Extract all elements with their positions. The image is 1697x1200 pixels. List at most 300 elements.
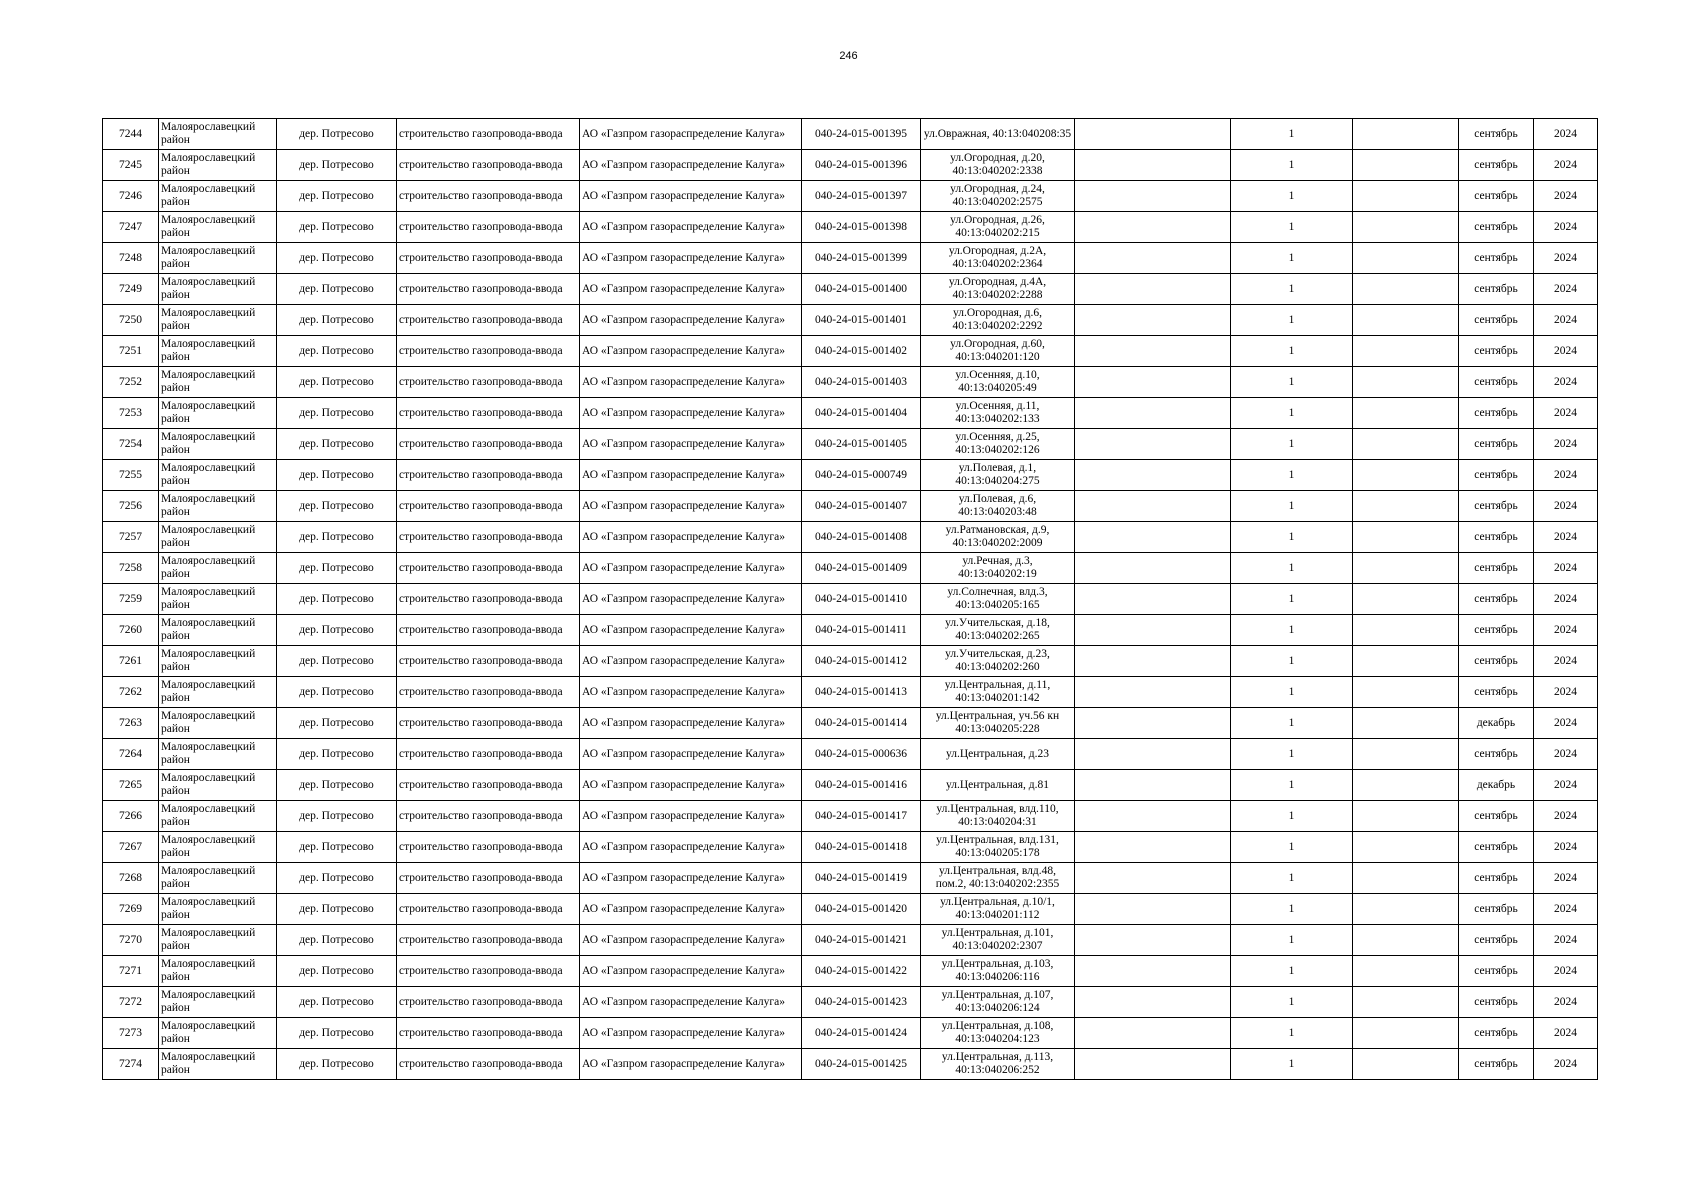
object-code-cell: 040-24-015-001405 — [802, 429, 921, 460]
work-type-cell — [397, 522, 580, 553]
locality-cell: дер. Потресово — [277, 1018, 397, 1049]
empty-cell-a — [1075, 119, 1231, 150]
month-cell: сентябрь — [1459, 646, 1534, 677]
quantity-cell: 1 — [1231, 491, 1353, 522]
district-cell: Малоярославецкий район — [159, 553, 277, 584]
district-cell: Малоярославецкий район — [159, 801, 277, 832]
work-type-cell-text: строительство газопровода-ввода — [399, 189, 563, 202]
district-cell: Малоярославецкий район — [159, 429, 277, 460]
table-row — [103, 522, 1598, 553]
district-cell: Малоярославецкий район — [159, 770, 277, 801]
address-cell: ул.Огородная, д.24, 40:13:040202:2575 — [921, 181, 1075, 212]
row-number-cell: 7259 — [103, 584, 159, 615]
address-cell: ул.Огородная, д.6, 40:13:040202:2292 — [921, 305, 1075, 336]
row-number-cell: 7251 — [103, 336, 159, 367]
row-number-cell: 7256 — [103, 491, 159, 522]
year-cell: 2024 — [1534, 1049, 1598, 1080]
table-row — [103, 305, 1598, 336]
year-cell: 2024 — [1534, 336, 1598, 367]
work-type-cell — [397, 553, 580, 584]
quantity-cell: 1 — [1231, 646, 1353, 677]
empty-cell-b — [1353, 367, 1459, 398]
row-number-cell: 7253 — [103, 398, 159, 429]
organization-cell-text: АО «Газпром газораспределение Калуга» — [582, 499, 785, 512]
quantity-cell: 1 — [1231, 894, 1353, 925]
table-row — [103, 367, 1598, 398]
organization-cell-text: АО «Газпром газораспределение Калуга» — [582, 375, 785, 388]
year-cell: 2024 — [1534, 119, 1598, 150]
object-code-cell: 040-24-015-001409 — [802, 553, 921, 584]
month-cell: декабрь — [1459, 708, 1534, 739]
organization-cell — [580, 894, 802, 925]
empty-cell-a — [1075, 212, 1231, 243]
work-type-cell — [397, 119, 580, 150]
work-type-cell — [397, 987, 580, 1018]
locality-cell: дер. Потресово — [277, 677, 397, 708]
table-row — [103, 1049, 1598, 1080]
registry-table — [102, 118, 1598, 1080]
table-row — [103, 956, 1598, 987]
organization-cell — [580, 1049, 802, 1080]
quantity-cell: 1 — [1231, 336, 1353, 367]
row-number-cell: 7265 — [103, 770, 159, 801]
address-cell: ул.Овражная, 40:13:040208:35 — [921, 119, 1075, 150]
address-cell: ул.Огородная, д.4А, 40:13:040202:2288 — [921, 274, 1075, 305]
locality-cell: дер. Потресово — [277, 1049, 397, 1080]
work-type-cell-text: строительство газопровода-ввода — [399, 778, 563, 791]
row-number-cell: 7260 — [103, 615, 159, 646]
organization-cell-text: АО «Газпром газораспределение Калуга» — [582, 406, 785, 419]
empty-cell-b — [1353, 119, 1459, 150]
address-cell: ул.Центральная, д.11, 40:13:040201:142 — [921, 677, 1075, 708]
empty-cell-a — [1075, 894, 1231, 925]
empty-cell-b — [1353, 894, 1459, 925]
year-cell: 2024 — [1534, 429, 1598, 460]
object-code-cell: 040-24-015-001412 — [802, 646, 921, 677]
district-cell: Малоярославецкий район — [159, 398, 277, 429]
month-cell: сентябрь — [1459, 243, 1534, 274]
address-cell: ул.Осенняя, д.25, 40:13:040202:126 — [921, 429, 1075, 460]
empty-cell-a — [1075, 274, 1231, 305]
year-cell: 2024 — [1534, 770, 1598, 801]
address-cell: ул.Центральная, д.81 — [921, 770, 1075, 801]
row-number-cell: 7271 — [103, 956, 159, 987]
row-number-cell: 7244 — [103, 119, 159, 150]
object-code-cell: 040-24-015-001421 — [802, 925, 921, 956]
empty-cell-a — [1075, 522, 1231, 553]
empty-cell-b — [1353, 305, 1459, 336]
work-type-cell — [397, 956, 580, 987]
organization-cell-text: АО «Газпром газораспределение Калуга» — [582, 1057, 785, 1070]
object-code-cell: 040-24-015-001410 — [802, 584, 921, 615]
work-type-cell — [397, 677, 580, 708]
work-type-cell-text: строительство газопровода-ввода — [399, 561, 563, 574]
work-type-cell — [397, 708, 580, 739]
empty-cell-a — [1075, 305, 1231, 336]
table-row — [103, 491, 1598, 522]
object-code-cell: 040-24-015-001413 — [802, 677, 921, 708]
organization-cell-text: АО «Газпром газораспределение Калуга» — [582, 747, 785, 760]
object-code-cell: 040-24-015-001419 — [802, 863, 921, 894]
object-code-cell: 040-24-015-001425 — [802, 1049, 921, 1080]
table-row — [103, 584, 1598, 615]
locality-cell: дер. Потресово — [277, 739, 397, 770]
month-cell: сентябрь — [1459, 863, 1534, 894]
month-cell: сентябрь — [1459, 832, 1534, 863]
object-code-cell: 040-24-015-001402 — [802, 336, 921, 367]
work-type-cell-text: строительство газопровода-ввода — [399, 716, 563, 729]
organization-cell-text: АО «Газпром газораспределение Калуга» — [582, 995, 785, 1008]
quantity-cell: 1 — [1231, 677, 1353, 708]
table-row — [103, 336, 1598, 367]
district-cell: Малоярославецкий район — [159, 708, 277, 739]
empty-cell-b — [1353, 522, 1459, 553]
quantity-cell: 1 — [1231, 181, 1353, 212]
year-cell: 2024 — [1534, 460, 1598, 491]
empty-cell-a — [1075, 987, 1231, 1018]
locality-cell: дер. Потресово — [277, 522, 397, 553]
locality-cell: дер. Потресово — [277, 956, 397, 987]
object-code-cell: 040-24-015-001404 — [802, 398, 921, 429]
month-cell: сентябрь — [1459, 119, 1534, 150]
address-cell: ул.Центральная, д.10/1, 40:13:040201:112 — [921, 894, 1075, 925]
district-cell: Малоярославецкий район — [159, 584, 277, 615]
organization-cell-text: АО «Газпром газораспределение Калуга» — [582, 158, 785, 171]
organization-cell — [580, 460, 802, 491]
work-type-cell-text: строительство газопровода-ввода — [399, 375, 563, 388]
organization-cell — [580, 739, 802, 770]
empty-cell-b — [1353, 646, 1459, 677]
organization-cell-text: АО «Газпром газораспределение Калуга» — [582, 127, 785, 140]
table-row — [103, 429, 1598, 460]
work-type-cell — [397, 243, 580, 274]
organization-cell — [580, 677, 802, 708]
work-type-cell-text: строительство газопровода-ввода — [399, 437, 563, 450]
month-cell: сентябрь — [1459, 398, 1534, 429]
month-cell: сентябрь — [1459, 150, 1534, 181]
year-cell: 2024 — [1534, 181, 1598, 212]
month-cell: сентябрь — [1459, 1049, 1534, 1080]
row-number-cell: 7258 — [103, 553, 159, 584]
year-cell: 2024 — [1534, 615, 1598, 646]
organization-cell — [580, 801, 802, 832]
table-row — [103, 677, 1598, 708]
work-type-cell-text: строительство газопровода-ввода — [399, 468, 563, 481]
district-cell: Малоярославецкий район — [159, 150, 277, 181]
district-cell: Малоярославецкий район — [159, 677, 277, 708]
organization-cell-text: АО «Газпром газораспределение Калуга» — [582, 716, 785, 729]
month-cell: декабрь — [1459, 770, 1534, 801]
empty-cell-b — [1353, 677, 1459, 708]
organization-cell-text: АО «Газпром газораспределение Калуга» — [582, 1026, 785, 1039]
locality-cell: дер. Потресово — [277, 429, 397, 460]
month-cell: сентябрь — [1459, 739, 1534, 770]
quantity-cell: 1 — [1231, 119, 1353, 150]
table-row — [103, 243, 1598, 274]
quantity-cell: 1 — [1231, 925, 1353, 956]
month-cell: сентябрь — [1459, 274, 1534, 305]
empty-cell-b — [1353, 584, 1459, 615]
quantity-cell: 1 — [1231, 801, 1353, 832]
work-type-cell — [397, 584, 580, 615]
year-cell: 2024 — [1534, 584, 1598, 615]
work-type-cell-text: строительство газопровода-ввода — [399, 747, 563, 760]
table-row — [103, 863, 1598, 894]
district-cell: Малоярославецкий район — [159, 522, 277, 553]
empty-cell-a — [1075, 677, 1231, 708]
row-number-cell: 7266 — [103, 801, 159, 832]
object-code-cell: 040-24-015-001416 — [802, 770, 921, 801]
object-code-cell: 040-24-015-000636 — [802, 739, 921, 770]
locality-cell: дер. Потресово — [277, 987, 397, 1018]
work-type-cell-text: строительство газопровода-ввода — [399, 251, 563, 264]
work-type-cell — [397, 770, 580, 801]
table-row — [103, 460, 1598, 491]
address-cell: ул.Ратмановская, д.9, 40:13:040202:2009 — [921, 522, 1075, 553]
locality-cell: дер. Потресово — [277, 305, 397, 336]
row-number-cell: 7254 — [103, 429, 159, 460]
object-code-cell: 040-24-015-001422 — [802, 956, 921, 987]
locality-cell: дер. Потресово — [277, 894, 397, 925]
address-cell: ул.Центральная, влд.110, 40:13:040204:31 — [921, 801, 1075, 832]
year-cell: 2024 — [1534, 677, 1598, 708]
district-cell: Малоярославецкий район — [159, 212, 277, 243]
row-number-cell: 7263 — [103, 708, 159, 739]
locality-cell: дер. Потресово — [277, 925, 397, 956]
quantity-cell: 1 — [1231, 274, 1353, 305]
object-code-cell: 040-24-015-001414 — [802, 708, 921, 739]
locality-cell: дер. Потресово — [277, 243, 397, 274]
address-cell: ул.Осенняя, д.11, 40:13:040202:133 — [921, 398, 1075, 429]
work-type-cell-text: строительство газопровода-ввода — [399, 592, 563, 605]
empty-cell-a — [1075, 832, 1231, 863]
organization-cell — [580, 181, 802, 212]
year-cell: 2024 — [1534, 925, 1598, 956]
work-type-cell — [397, 832, 580, 863]
organization-cell-text: АО «Газпром газораспределение Калуга» — [582, 623, 785, 636]
work-type-cell-text: строительство газопровода-ввода — [399, 995, 563, 1008]
empty-cell-b — [1353, 460, 1459, 491]
row-number-cell: 7252 — [103, 367, 159, 398]
year-cell: 2024 — [1534, 522, 1598, 553]
locality-cell: дер. Потресово — [277, 274, 397, 305]
district-cell: Малоярославецкий район — [159, 863, 277, 894]
work-type-cell — [397, 1018, 580, 1049]
object-code-cell: 040-24-015-001408 — [802, 522, 921, 553]
table-row — [103, 274, 1598, 305]
object-code-cell: 040-24-015-001420 — [802, 894, 921, 925]
empty-cell-a — [1075, 1049, 1231, 1080]
district-cell: Малоярославецкий район — [159, 274, 277, 305]
district-cell: Малоярославецкий район — [159, 894, 277, 925]
address-cell: ул.Речная, д.3, 40:13:040202:19 — [921, 553, 1075, 584]
organization-cell — [580, 305, 802, 336]
district-cell: Малоярославецкий район — [159, 832, 277, 863]
empty-cell-b — [1353, 1018, 1459, 1049]
month-cell: сентябрь — [1459, 925, 1534, 956]
month-cell: сентябрь — [1459, 894, 1534, 925]
locality-cell: дер. Потресово — [277, 770, 397, 801]
quantity-cell: 1 — [1231, 212, 1353, 243]
work-type-cell — [397, 894, 580, 925]
quantity-cell: 1 — [1231, 553, 1353, 584]
district-cell: Малоярославецкий район — [159, 1049, 277, 1080]
table-row — [103, 801, 1598, 832]
work-type-cell — [397, 646, 580, 677]
quantity-cell: 1 — [1231, 832, 1353, 863]
empty-cell-a — [1075, 491, 1231, 522]
empty-cell-a — [1075, 150, 1231, 181]
empty-cell-a — [1075, 863, 1231, 894]
empty-cell-a — [1075, 553, 1231, 584]
year-cell: 2024 — [1534, 274, 1598, 305]
address-cell: ул.Солнечная, влд.3, 40:13:040205:165 — [921, 584, 1075, 615]
address-cell: ул.Центральная, д.101, 40:13:040202:2307 — [921, 925, 1075, 956]
quantity-cell: 1 — [1231, 398, 1353, 429]
work-type-cell-text: строительство газопровода-ввода — [399, 933, 563, 946]
table-row — [103, 615, 1598, 646]
object-code-cell: 040-24-015-001398 — [802, 212, 921, 243]
empty-cell-a — [1075, 243, 1231, 274]
organization-cell-text: АО «Газпром газораспределение Калуга» — [582, 685, 785, 698]
work-type-cell-text: строительство газопровода-ввода — [399, 964, 563, 977]
organization-cell-text: АО «Газпром газораспределение Калуга» — [582, 902, 785, 915]
address-cell: ул.Центральная, д.23 — [921, 739, 1075, 770]
year-cell: 2024 — [1534, 708, 1598, 739]
row-number-cell: 7246 — [103, 181, 159, 212]
empty-cell-a — [1075, 770, 1231, 801]
organization-cell — [580, 615, 802, 646]
month-cell: сентябрь — [1459, 491, 1534, 522]
locality-cell: дер. Потресово — [277, 460, 397, 491]
empty-cell-a — [1075, 336, 1231, 367]
quantity-cell: 1 — [1231, 584, 1353, 615]
organization-cell — [580, 336, 802, 367]
month-cell: сентябрь — [1459, 367, 1534, 398]
locality-cell: дер. Потресово — [277, 367, 397, 398]
row-number-cell: 7268 — [103, 863, 159, 894]
locality-cell: дер. Потресово — [277, 553, 397, 584]
quantity-cell: 1 — [1231, 1018, 1353, 1049]
row-number-cell: 7270 — [103, 925, 159, 956]
work-type-cell-text: строительство газопровода-ввода — [399, 1057, 563, 1070]
organization-cell — [580, 274, 802, 305]
quantity-cell: 1 — [1231, 305, 1353, 336]
year-cell: 2024 — [1534, 398, 1598, 429]
month-cell: сентябрь — [1459, 801, 1534, 832]
work-type-cell — [397, 615, 580, 646]
empty-cell-a — [1075, 429, 1231, 460]
empty-cell-b — [1353, 150, 1459, 181]
empty-cell-a — [1075, 646, 1231, 677]
month-cell: сентябрь — [1459, 584, 1534, 615]
month-cell: сентябрь — [1459, 181, 1534, 212]
year-cell: 2024 — [1534, 367, 1598, 398]
table-row — [103, 770, 1598, 801]
empty-cell-b — [1353, 708, 1459, 739]
quantity-cell: 1 — [1231, 1049, 1353, 1080]
organization-cell-text: АО «Газпром газораспределение Калуга» — [582, 964, 785, 977]
object-code-cell: 040-24-015-001418 — [802, 832, 921, 863]
organization-cell — [580, 150, 802, 181]
empty-cell-a — [1075, 181, 1231, 212]
quantity-cell: 1 — [1231, 522, 1353, 553]
work-type-cell — [397, 801, 580, 832]
district-cell: Малоярославецкий район — [159, 367, 277, 398]
work-type-cell-text: строительство газопровода-ввода — [399, 530, 563, 543]
organization-cell — [580, 1018, 802, 1049]
year-cell: 2024 — [1534, 305, 1598, 336]
address-cell: ул.Центральная, уч.56 кн 40:13:040205:228 — [921, 708, 1075, 739]
organization-cell — [580, 708, 802, 739]
row-number-cell: 7261 — [103, 646, 159, 677]
empty-cell-b — [1353, 987, 1459, 1018]
district-cell: Малоярославецкий район — [159, 119, 277, 150]
month-cell: сентябрь — [1459, 1018, 1534, 1049]
work-type-cell-text: строительство газопровода-ввода — [399, 406, 563, 419]
address-cell: ул.Центральная, д.108, 40:13:040204:123 — [921, 1018, 1075, 1049]
organization-cell-text: АО «Газпром газораспределение Калуга» — [582, 344, 785, 357]
work-type-cell — [397, 181, 580, 212]
work-type-cell — [397, 398, 580, 429]
work-type-cell-text: строительство газопровода-ввода — [399, 623, 563, 636]
row-number-cell: 7273 — [103, 1018, 159, 1049]
table-row — [103, 739, 1598, 770]
locality-cell: дер. Потресово — [277, 832, 397, 863]
row-number-cell: 7245 — [103, 150, 159, 181]
row-number-cell: 7269 — [103, 894, 159, 925]
month-cell: сентябрь — [1459, 677, 1534, 708]
row-number-cell: 7250 — [103, 305, 159, 336]
organization-cell — [580, 553, 802, 584]
table-row — [103, 1018, 1598, 1049]
table-row — [103, 398, 1598, 429]
work-type-cell-text: строительство газопровода-ввода — [399, 840, 563, 853]
locality-cell: дер. Потресово — [277, 491, 397, 522]
work-type-cell — [397, 863, 580, 894]
locality-cell: дер. Потресово — [277, 646, 397, 677]
empty-cell-b — [1353, 491, 1459, 522]
row-number-cell: 7248 — [103, 243, 159, 274]
organization-cell — [580, 584, 802, 615]
work-type-cell — [397, 1049, 580, 1080]
quantity-cell: 1 — [1231, 615, 1353, 646]
organization-cell — [580, 367, 802, 398]
table-row — [103, 987, 1598, 1018]
address-cell: ул.Центральная, д.103, 40:13:040206:116 — [921, 956, 1075, 987]
year-cell: 2024 — [1534, 832, 1598, 863]
locality-cell: дер. Потресово — [277, 119, 397, 150]
row-number-cell: 7247 — [103, 212, 159, 243]
organization-cell — [580, 770, 802, 801]
district-cell: Малоярославецкий район — [159, 336, 277, 367]
organization-cell-text: АО «Газпром газораспределение Калуга» — [582, 809, 785, 822]
organization-cell — [580, 119, 802, 150]
month-cell: сентябрь — [1459, 615, 1534, 646]
row-number-cell: 7267 — [103, 832, 159, 863]
empty-cell-b — [1353, 429, 1459, 460]
organization-cell — [580, 429, 802, 460]
object-code-cell: 040-24-015-001401 — [802, 305, 921, 336]
empty-cell-b — [1353, 801, 1459, 832]
address-cell: ул.Полевая, д.1, 40:13:040204:275 — [921, 460, 1075, 491]
address-cell: ул.Центральная, д.107, 40:13:040206:124 — [921, 987, 1075, 1018]
quantity-cell: 1 — [1231, 429, 1353, 460]
work-type-cell — [397, 925, 580, 956]
organization-cell — [580, 491, 802, 522]
empty-cell-b — [1353, 770, 1459, 801]
organization-cell-text: АО «Газпром газораспределение Калуга» — [582, 561, 785, 574]
